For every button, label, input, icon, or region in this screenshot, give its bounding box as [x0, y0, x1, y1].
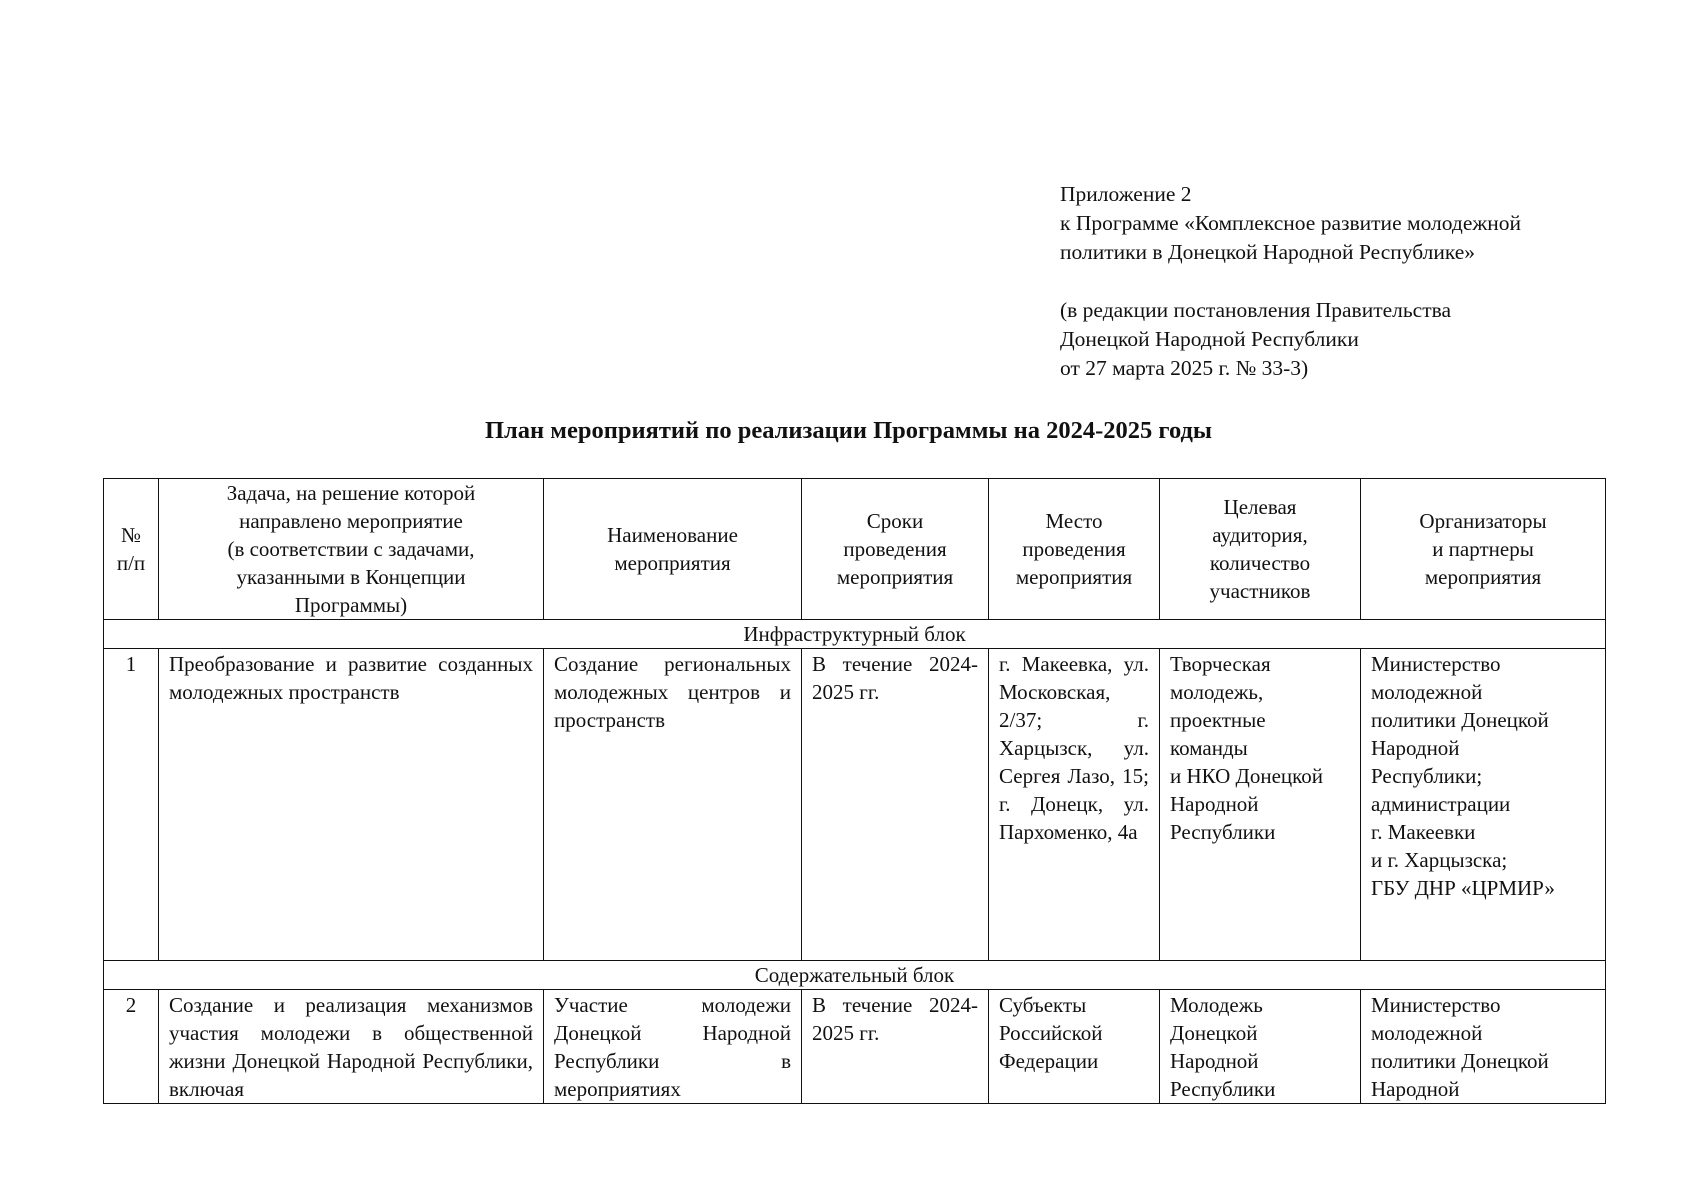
table-row [104, 649, 1606, 961]
edition-line: (в редакции постановления Правительства [1060, 298, 1452, 322]
row-audience: Молодежь Донецкой Народной Республики [1160, 990, 1361, 1104]
row-number: 2 [104, 990, 159, 1104]
row-period: В течение 2024-2025 гг. [802, 990, 989, 1104]
annex-line: к Программе «Комплексное развитие молодежной [1060, 211, 1522, 235]
row-audience: Творческая молодежь, проектные команды и НКО Донецкой Народной Республики [1160, 649, 1361, 961]
header-place: Место проведения мероприятия [989, 479, 1160, 620]
row-place: г. Макеевка, ул. Московская, 2/37; г. Харцызск, ул. Сергея Лазо, 15; г. Донецк, ул. Пархоменко, 4а [989, 649, 1160, 961]
row-organizers: Министерство молодежной политики Донецкой Народной [1361, 990, 1606, 1104]
annex-header [1060, 180, 1660, 383]
section-title: Инфраструктурный блок [104, 620, 1606, 649]
section-title: Содержательный блок [104, 961, 1606, 990]
row-place: Субъекты Российской Федерации [989, 990, 1160, 1104]
row-task: Преобразование и развитие созданных молодежных пространств [159, 649, 544, 961]
header-number: № п/п [104, 479, 159, 620]
plan-table [103, 478, 1606, 1104]
row-period: В течение 2024-2025 гг. [802, 649, 989, 961]
header-row [104, 479, 1606, 620]
row-event: Участие молодежи Донецкой Народной Республики в мероприятиях [544, 990, 802, 1104]
row-number: 1 [104, 649, 159, 961]
document-title: План мероприятий по реализации Программы на 2024-2025 годы [484, 417, 1213, 444]
header-task: Задача, на решение которой направлено мероприятие (в соответствии с задачами, указанными в Концепции Программы) [159, 479, 544, 620]
row-task: Создание и реализация механизмов участия молодежи в общественной жизни Донецкой Народной Республики, включая [159, 990, 544, 1104]
header-event-name: Наименование мероприятия [544, 479, 802, 620]
annex-line: Приложение 2 [1060, 182, 1192, 206]
row-organizers: Министерство молодежной политики Донецкой Народной Республики; администрации г. Макеевки и г. Харцызска; ГБУ ДНР «ЦРМИР» [1361, 649, 1606, 961]
annex-line: политики в Донецкой Народной Республике» [1060, 240, 1476, 264]
row-event: Создание региональных молодежных центров и пространств [544, 649, 802, 961]
header-period: Сроки проведения мероприятия [802, 479, 989, 620]
header-audience: Целевая аудитория, количество участников [1160, 479, 1361, 620]
section-row [104, 620, 1606, 649]
table-row [104, 990, 1606, 1104]
section-row [104, 961, 1606, 990]
edition-line: от 27 марта 2025 г. № 33-3) [1060, 356, 1309, 380]
edition-line: Донецкой Народной Республики [1060, 327, 1359, 351]
header-organizers: Организаторы и партнеры мероприятия [1361, 479, 1606, 620]
